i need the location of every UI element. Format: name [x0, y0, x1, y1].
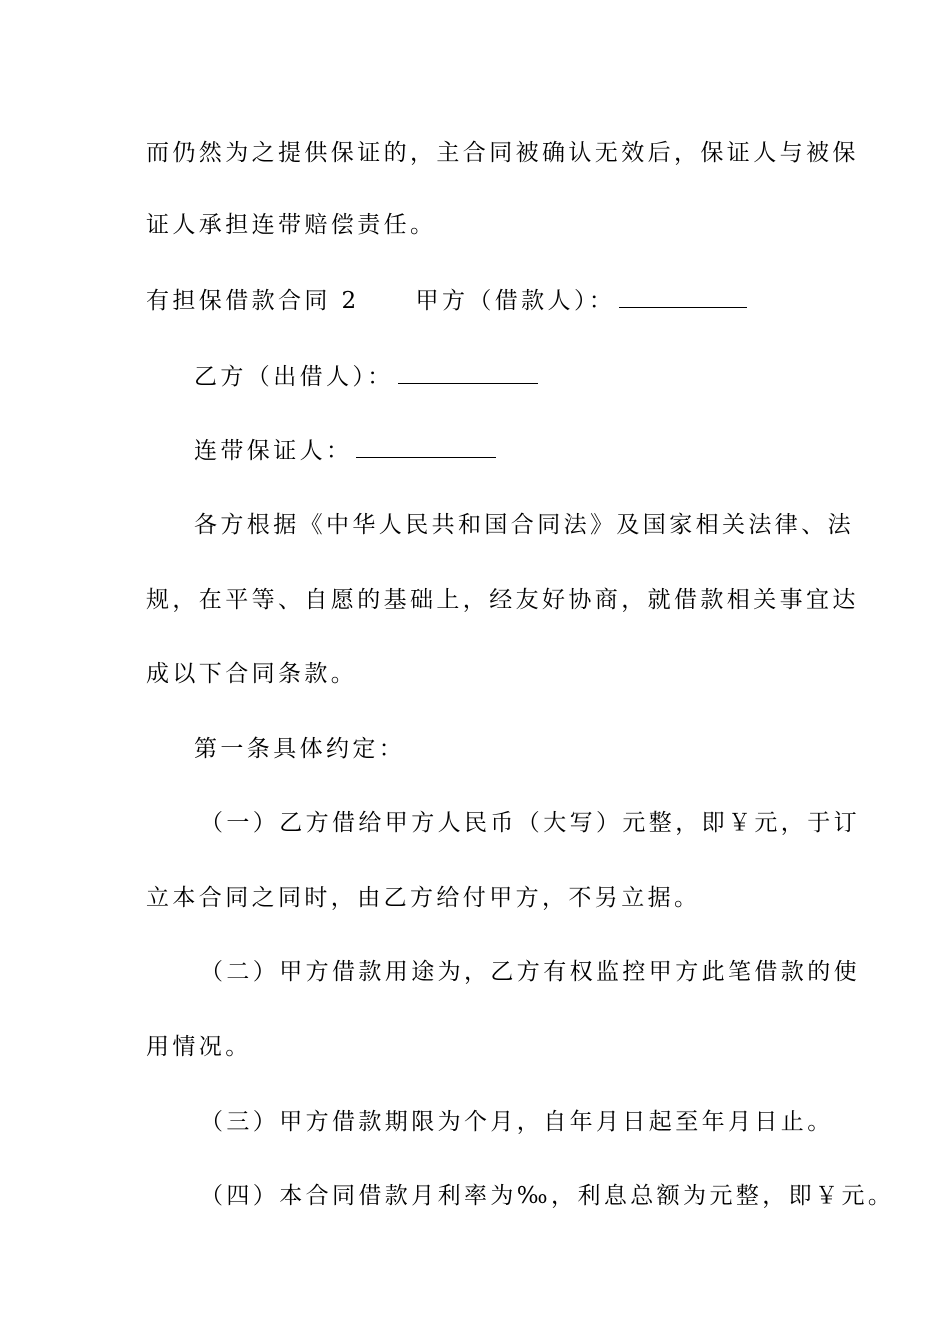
paragraph-line: （三）甲方借款期限为个月，自年月日起至年月日止。 [200, 1109, 834, 1135]
paragraph-line: （一）乙方借给甲方人民币（大写）元整，即￥元，于订 [200, 810, 860, 836]
party-b-blank [398, 361, 538, 384]
paragraph-line: 成以下合同条款。 [146, 661, 358, 687]
paragraph-line: 立本合同之同时，由乙方给付甲方，不另立据。 [146, 885, 701, 911]
contract-title: 有担保借款合同 2 [146, 288, 360, 314]
paragraph-line: 规，在平等、自愿的基础上，经友好协商，就借款相关事宜达 [146, 587, 859, 613]
guarantor-line [194, 435, 496, 466]
article-heading: 第一条具体约定： [194, 736, 406, 762]
title-and-party-a-line [146, 285, 747, 316]
party-a-blank [619, 285, 747, 308]
paragraph-line: 各方根据《中华人民共和国合同法》及国家相关法律、法 [194, 512, 854, 538]
paragraph-line: （四）本合同借款月利率为‰，利息总额为元整，即￥元。 [200, 1183, 895, 1209]
party-a-label: 甲方（借款人）： [415, 288, 616, 314]
paragraph-line: （二）甲方借款用途为，乙方有权监控甲方此笔借款的使 [200, 959, 860, 985]
paragraph-line: 证人承担连带赔偿责任。 [146, 212, 437, 238]
guarantor-label: 连带保证人： [194, 438, 353, 464]
paragraph-line: 用情况。 [146, 1034, 252, 1060]
guarantor-blank [356, 435, 496, 458]
party-b-line [194, 361, 538, 392]
paragraph-line: 而仍然为之提供保证的，主合同被确认无效后，保证人与被保 [146, 140, 859, 166]
party-b-label: 乙方（出借人）： [194, 364, 394, 390]
